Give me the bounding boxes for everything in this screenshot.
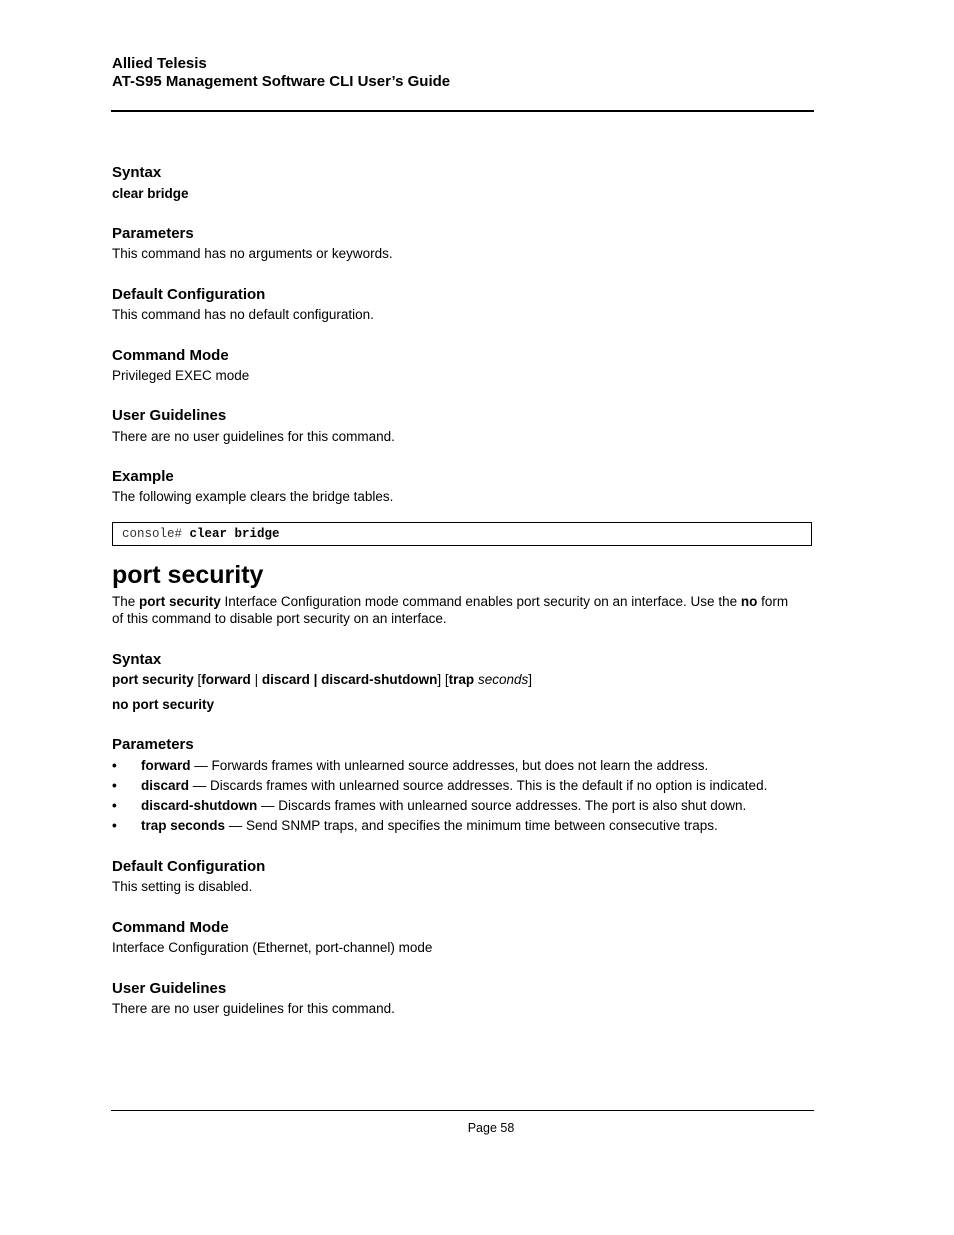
parameter-term: trap seconds	[141, 818, 226, 833]
syntax-punct: |	[250, 672, 262, 687]
user-guidelines-heading: User Guidelines	[112, 407, 227, 424]
parameter-term: forward	[141, 758, 191, 773]
parameter-term: discard	[141, 778, 190, 793]
ps-syntax-heading: Syntax	[112, 651, 162, 668]
syntax-punct: ]	[528, 672, 532, 687]
ps-user-guidelines-heading: User Guidelines	[112, 980, 227, 997]
code-example-box	[112, 522, 812, 546]
ps-default-config-text: This setting is disabled.	[112, 879, 253, 894]
intro-command-name: port security	[139, 594, 221, 609]
syntax-argument: seconds	[477, 672, 529, 687]
bullet-icon: •	[112, 818, 117, 833]
command-mode-heading: Command Mode	[112, 347, 229, 364]
syntax-keyword: port security	[112, 672, 194, 687]
bullet-icon: •	[112, 778, 117, 793]
default-config-heading: Default Configuration	[112, 286, 266, 303]
header-rule	[111, 110, 814, 112]
code-prompt: console#	[122, 527, 183, 541]
header-company: Allied Telesis	[112, 55, 207, 72]
ps-command-mode-heading: Command Mode	[112, 919, 229, 936]
ps-user-guidelines-text: There are no user guidelines for this command.	[112, 1001, 395, 1016]
default-config-text: This command has no default configuration.	[112, 307, 374, 322]
parameters-heading: Parameters	[112, 225, 194, 242]
section-title: port security	[112, 561, 264, 589]
syntax-keyword: trap	[448, 672, 475, 687]
parameters-text: This command has no arguments or keywords.	[112, 246, 393, 261]
intro-text: The	[112, 594, 140, 609]
syntax-keyword: discard | discard-shutdown	[261, 672, 438, 687]
parameter-desc: — Discards frames with unlearned source addresses. The port is also shut down.	[257, 798, 747, 813]
ps-default-config-heading: Default Configuration	[112, 858, 266, 875]
intro-text: form	[757, 594, 789, 609]
syntax-punct: ] [	[437, 672, 449, 687]
parameter-desc: — Send SNMP traps, and specifies the minimum time between consecutive traps.	[225, 818, 718, 833]
code-command: clear bridge	[189, 527, 280, 541]
syntax-punct: [	[193, 672, 202, 687]
intro-text: Interface Configuration mode command enables port security on an interface. Use the	[220, 594, 741, 609]
parameter-desc: — Forwards frames with unlearned source addresses, but does not learn the address.	[190, 758, 709, 773]
ps-no-syntax: no port security	[112, 697, 215, 712]
intro-no-keyword: no	[740, 594, 758, 609]
ps-parameters-heading: Parameters	[112, 736, 194, 753]
bullet-icon: •	[112, 798, 117, 813]
ps-syntax-line	[112, 671, 532, 688]
user-guidelines-text: There are no user guidelines for this command.	[112, 429, 395, 444]
parameter-desc: — Discards frames with unlearned source addresses. This is the default if no option is indicated.	[189, 778, 768, 793]
syntax-heading: Syntax	[112, 164, 162, 181]
example-text: The following example clears the bridge tables.	[112, 489, 394, 504]
bullet-icon: •	[112, 758, 117, 773]
intro-paragraph-line2: of this command to disable port security on an interface.	[112, 611, 447, 626]
ps-command-mode-text: Interface Configuration (Ethernet, port-channel) mode	[112, 940, 433, 955]
parameter-term: discard-shutdown	[141, 798, 258, 813]
syntax-keyword: forward	[201, 672, 251, 687]
syntax-text: clear bridge	[112, 186, 189, 201]
page-number: Page 58	[467, 1121, 515, 1135]
code-example-line	[122, 526, 280, 542]
header-guide-title: AT-S95 Management Software CLI User’s Guide	[112, 73, 451, 90]
intro-paragraph-line1	[112, 593, 788, 610]
example-heading: Example	[112, 468, 174, 485]
command-mode-text: Privileged EXEC mode	[112, 368, 250, 383]
footer-rule	[111, 1110, 814, 1111]
